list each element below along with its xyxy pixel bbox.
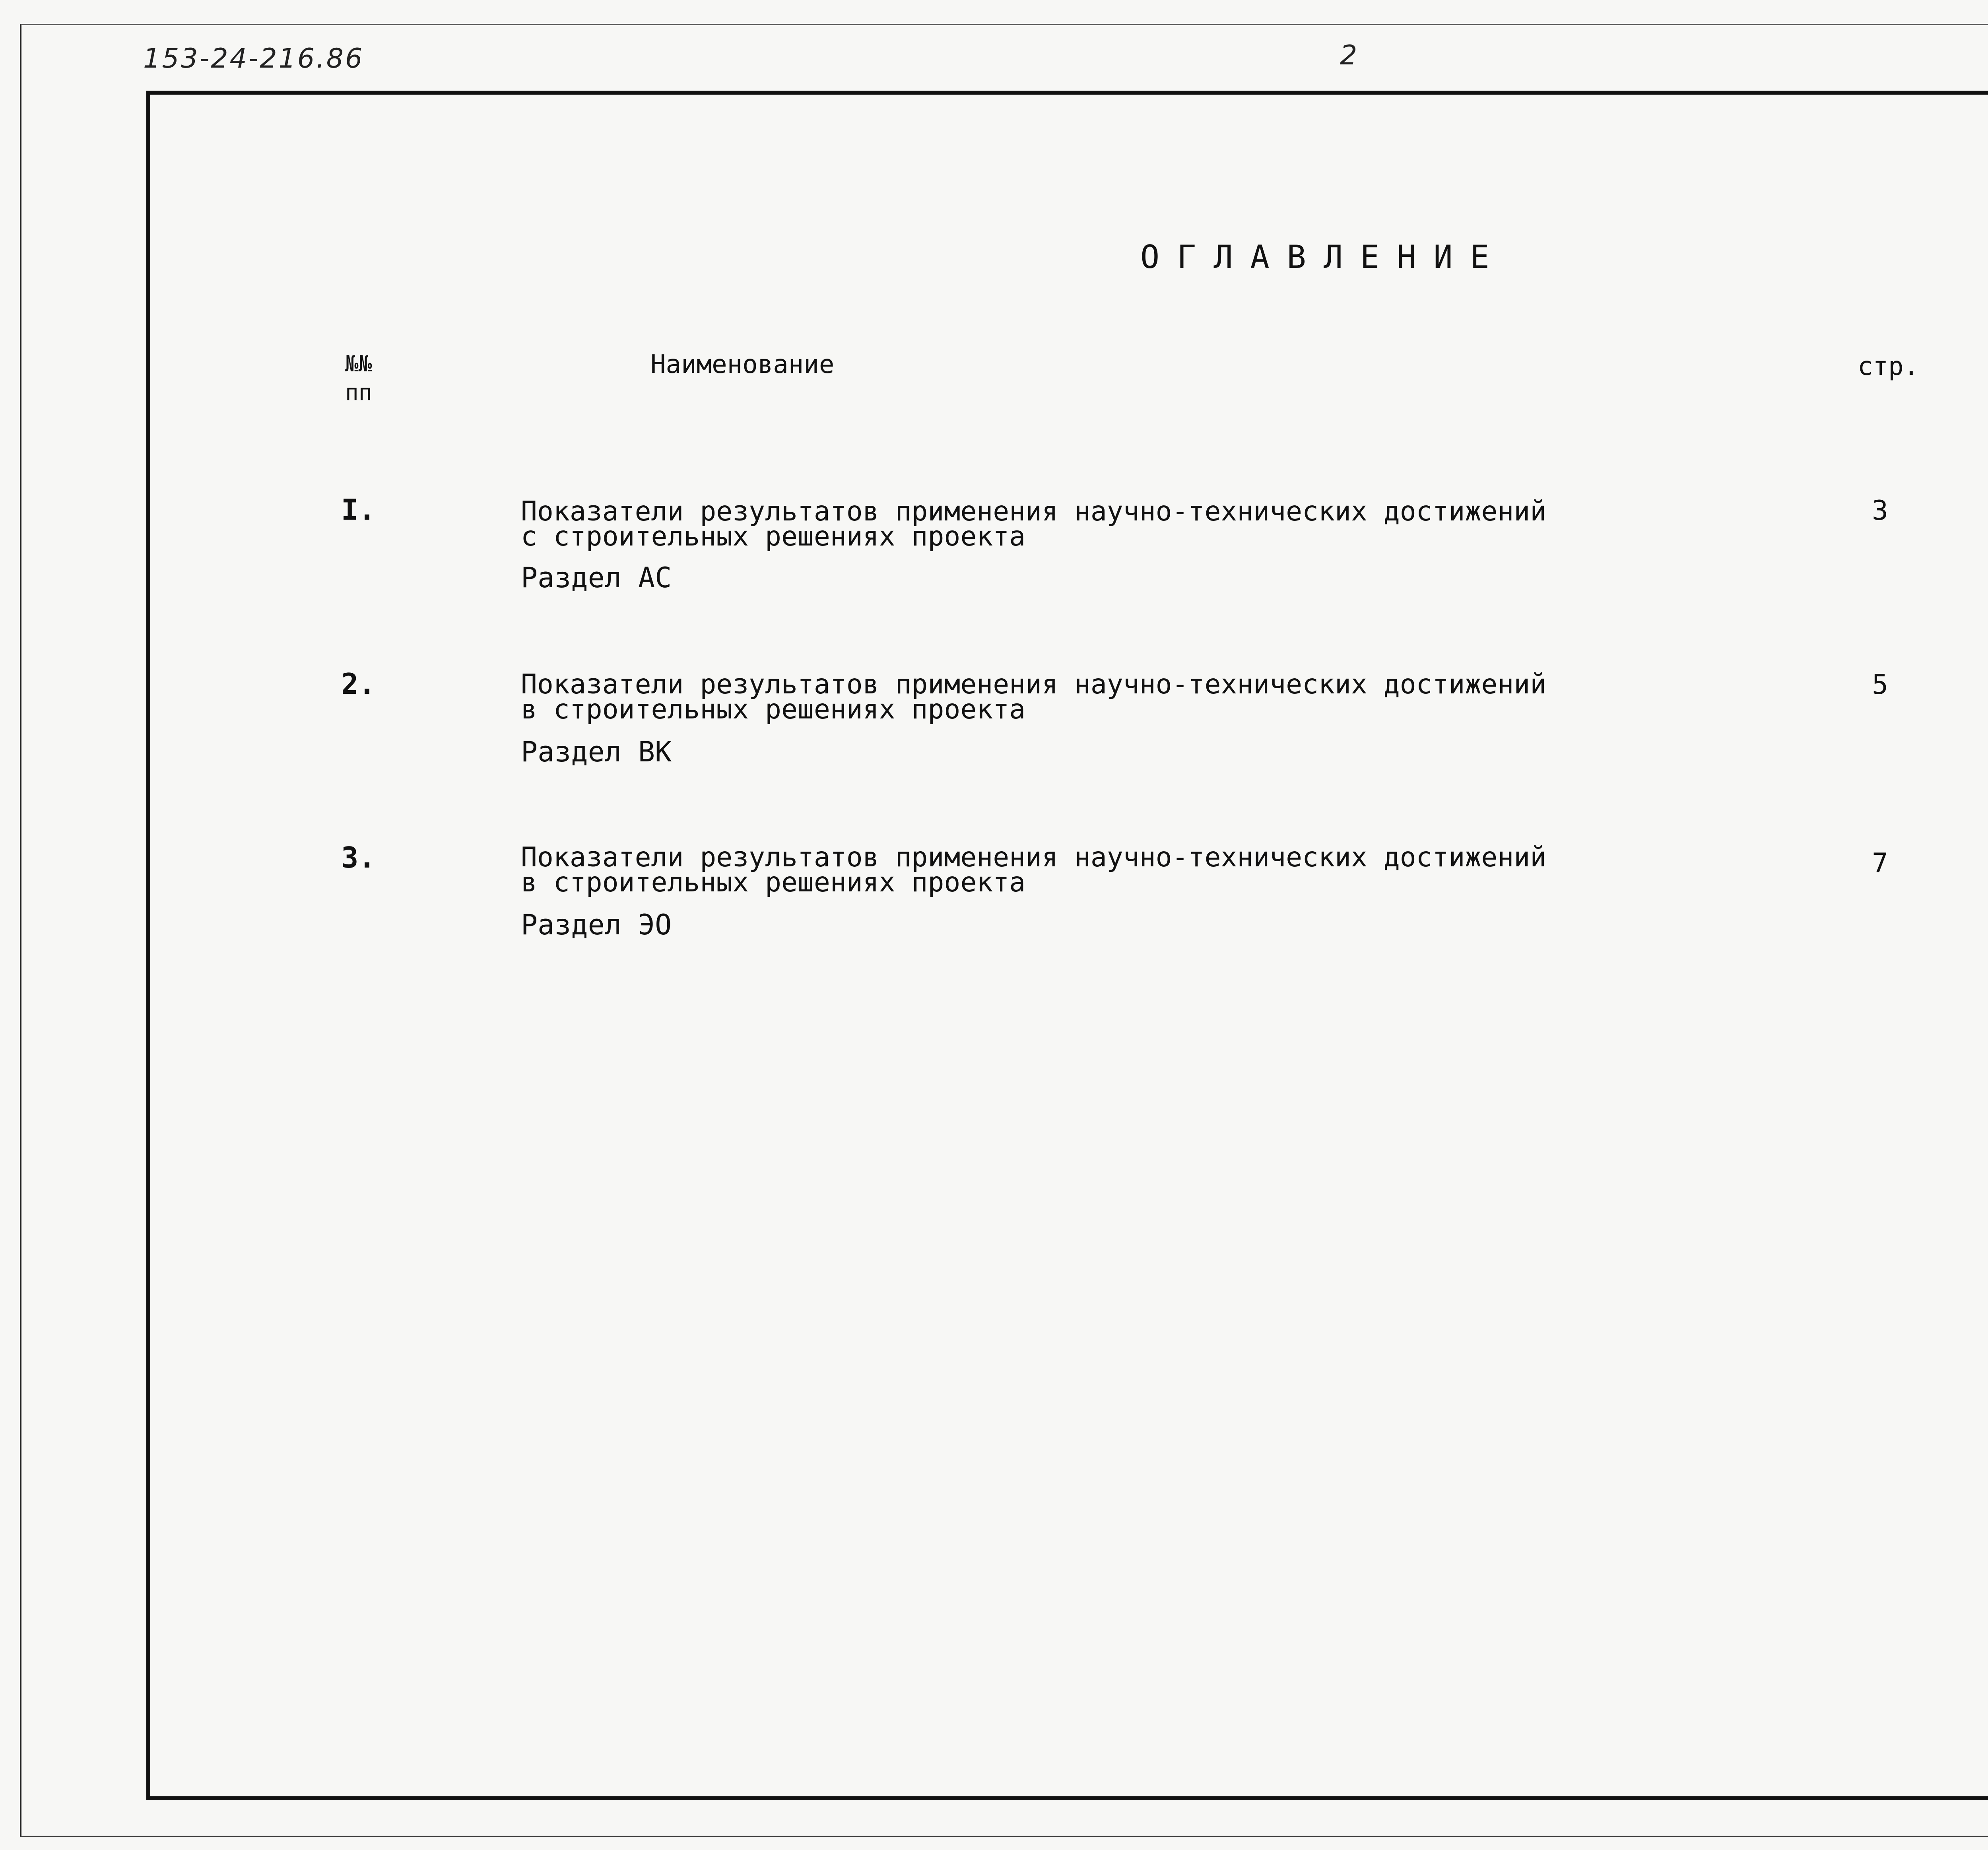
entry-title-line2: с строительных решениях проекта bbox=[521, 521, 1026, 552]
entry-title-line1: Показатели результатов применения научно-технических достижений bbox=[521, 669, 1547, 700]
entry-page: 3 bbox=[1872, 495, 1888, 526]
entry-number: I. bbox=[341, 493, 376, 526]
column-header-page: стр. bbox=[1858, 352, 1919, 381]
entry-title-line2: в строительных решениях проекта bbox=[521, 867, 1026, 898]
entry-page: 5 bbox=[1872, 669, 1888, 701]
column-header-name: Наименование bbox=[650, 350, 835, 379]
column-header-number-line1: №№ bbox=[345, 351, 372, 377]
drawing-frame bbox=[146, 91, 1988, 1800]
entry-title-line1: Показатели результатов применения научно-технических достижений bbox=[521, 842, 1547, 873]
document-code: 153-24-216.86 bbox=[143, 43, 364, 74]
entry-number: 2. bbox=[341, 667, 376, 701]
column-header-number bbox=[345, 350, 372, 407]
entry-title-line1: Показатели результатов применения научно-технических достижений bbox=[521, 496, 1547, 527]
entry-section: Раздел АС bbox=[521, 561, 672, 594]
entry-page: 7 bbox=[1872, 848, 1888, 879]
column-header-number-line2: пп bbox=[345, 380, 372, 406]
page-title: ОГЛАВЛЕНИЕ bbox=[1140, 239, 1507, 276]
entry-section: Раздел ВК bbox=[521, 736, 672, 768]
entry-number: 3. bbox=[341, 841, 376, 874]
page-number: 2 bbox=[1340, 40, 1359, 71]
entry-section: Раздел ЭО bbox=[521, 908, 672, 941]
entry-title-line2: в строительных решениях проекта bbox=[521, 694, 1026, 725]
